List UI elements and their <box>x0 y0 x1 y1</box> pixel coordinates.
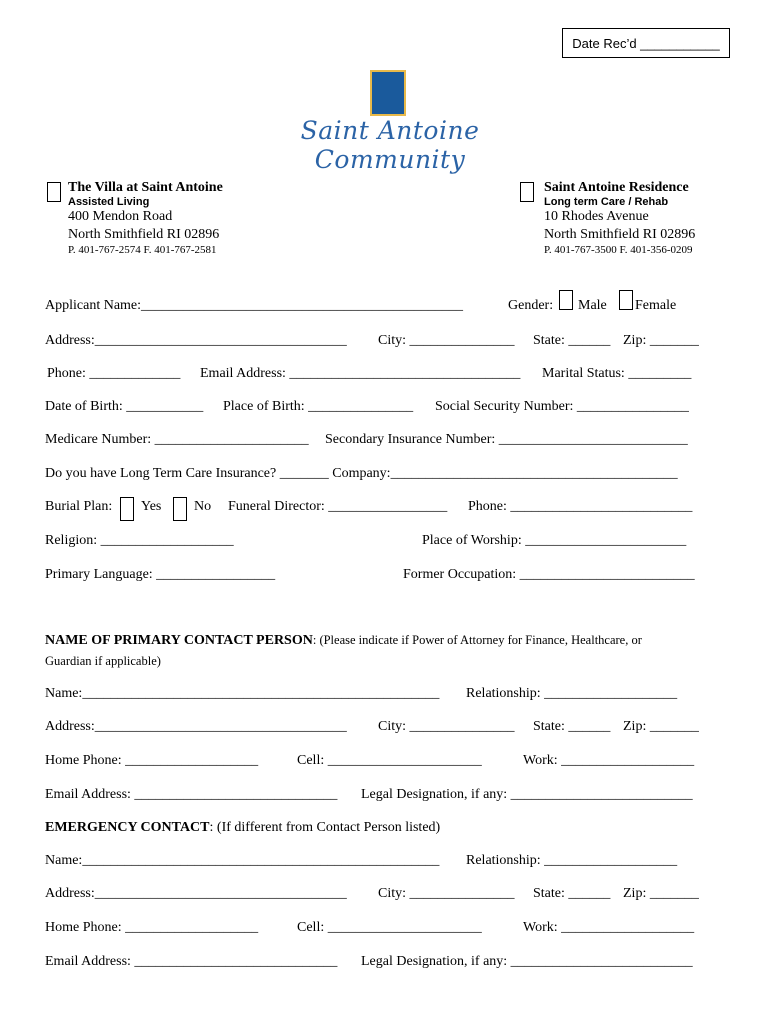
applicant-pob-field[interactable]: Place of Birth: _______________ <box>223 399 414 414</box>
villa-checkbox[interactable] <box>47 182 61 202</box>
facility-residence-phone: P. 401-767-3500 F. 401-356-0209 <box>544 244 693 256</box>
medicare-field[interactable]: Medicare Number: ______________________ <box>45 432 309 447</box>
logo-emblem-icon <box>370 70 406 116</box>
contact-state-field[interactable]: State: ______ <box>533 719 611 734</box>
emergency-relationship-field[interactable]: Relationship: ___________________ <box>466 853 678 868</box>
former-occupation-field[interactable]: Former Occupation: _________________________ <box>403 567 695 582</box>
applicant-zip-field[interactable]: Zip: _______ <box>623 333 699 348</box>
applicant-marital-field[interactable]: Marital Status: _________ <box>542 366 692 381</box>
saint-antoine-logo <box>260 70 520 174</box>
emergency-contact-title: EMERGENCY CONTACT <box>45 820 210 835</box>
primary-contact-title: NAME OF PRIMARY CONTACT PERSON <box>45 633 313 648</box>
facility-villa <box>68 180 223 256</box>
emergency-address-field[interactable]: Address:____________________________________ <box>45 886 347 901</box>
emergency-contact-heading <box>45 820 715 836</box>
applicant-name-field[interactable]: Applicant Name:______________________________________________ <box>45 298 464 313</box>
facility-villa-city: North Smithfield RI 02896 <box>68 227 220 242</box>
emergency-zip-field[interactable]: Zip: _______ <box>623 886 699 901</box>
residence-checkbox[interactable] <box>520 182 534 202</box>
applicant-ssn-field[interactable]: Social Security Number: ________________ <box>435 399 689 414</box>
male-label: Male <box>578 298 607 313</box>
emergency-city-field[interactable]: City: _______________ <box>378 886 515 901</box>
female-checkbox[interactable] <box>619 290 633 310</box>
burial-plan-label: Burial Plan: <box>45 499 113 514</box>
facility-residence <box>544 180 695 256</box>
emergency-legal-field[interactable]: Legal Designation, if any: __________________________ <box>361 954 693 969</box>
primary-language-field[interactable]: Primary Language: _________________ <box>45 567 276 582</box>
emergency-home-phone-field[interactable]: Home Phone: ___________________ <box>45 920 259 935</box>
applicant-state-field[interactable]: State: ______ <box>533 333 611 348</box>
facility-villa-subtitle: Assisted Living <box>68 196 150 208</box>
emergency-contact-note: : (If different from Contact Person listed) <box>209 820 441 835</box>
facility-villa-name: The Villa at Saint Antoine <box>68 180 223 195</box>
contact-legal-field[interactable]: Legal Designation, if any: __________________________ <box>361 787 693 802</box>
facility-villa-phone: P. 401-767-2574 F. 401-767-2581 <box>68 244 217 256</box>
facility-residence-city: North Smithfield RI 02896 <box>544 227 696 242</box>
contact-name-field[interactable]: Name:___________________________________________________ <box>45 686 440 701</box>
emergency-state-field[interactable]: State: ______ <box>533 886 611 901</box>
contact-home-phone-field[interactable]: Home Phone: ___________________ <box>45 753 259 768</box>
male-checkbox[interactable] <box>559 290 573 310</box>
place-of-worship-field[interactable]: Place of Worship: _______________________ <box>422 533 687 548</box>
contact-cell-field[interactable]: Cell: ______________________ <box>297 753 482 768</box>
gender-label: Gender: <box>508 298 554 313</box>
applicant-email-field[interactable]: Email Address: _________________________________ <box>200 366 521 381</box>
secondary-insurance-field[interactable]: Secondary Insurance Number: ___________________________ <box>325 432 688 447</box>
contact-city-field[interactable]: City: _______________ <box>378 719 515 734</box>
emergency-cell-field[interactable]: Cell: ______________________ <box>297 920 482 935</box>
facility-villa-street: 400 Mendon Road <box>68 209 173 224</box>
applicant-phone-field[interactable]: Phone: _____________ <box>47 366 181 381</box>
burial-yes-checkbox[interactable] <box>120 497 134 521</box>
date-received-box[interactable]: Date Rec’d ___________ <box>562 28 730 58</box>
applicant-city-field[interactable]: City: _______________ <box>378 333 515 348</box>
burial-no-label: No <box>194 499 212 514</box>
applicant-dob-field[interactable]: Date of Birth: ___________ <box>45 399 204 414</box>
emergency-email-field[interactable]: Email Address: _____________________________ <box>45 954 338 969</box>
facility-residence-subtitle: Long term Care / Rehab <box>544 196 669 208</box>
primary-contact-heading <box>45 633 715 649</box>
primary-contact-note-line2: Guardian if applicable) <box>45 654 161 668</box>
primary-contact-note: : (Please indicate if Power of Attorney for Finance, Healthcare, or <box>312 633 642 647</box>
religion-field[interactable]: Religion: ___________________ <box>45 533 234 548</box>
contact-work-field[interactable]: Work: ___________________ <box>523 753 695 768</box>
emergency-name-field[interactable]: Name:___________________________________________________ <box>45 853 440 868</box>
logo-text: Saint Antoine Community <box>300 116 480 174</box>
burial-yes-label: Yes <box>141 499 162 514</box>
burial-no-checkbox[interactable] <box>173 497 187 521</box>
ltc-insurance-field[interactable]: Do you have Long Term Care Insurance? _______ Company:_________________________________________ <box>45 466 678 481</box>
facility-residence-street: 10 Rhodes Avenue <box>544 209 649 224</box>
contact-relationship-field[interactable]: Relationship: ___________________ <box>466 686 678 701</box>
funeral-phone-field[interactable]: Phone: __________________________ <box>468 499 693 514</box>
contact-email-field[interactable]: Email Address: _____________________________ <box>45 787 338 802</box>
emergency-work-field[interactable]: Work: ___________________ <box>523 920 695 935</box>
applicant-address-field[interactable]: Address:____________________________________ <box>45 333 347 348</box>
facility-residence-name: Saint Antoine Residence <box>544 180 689 195</box>
female-label: Female <box>635 298 677 313</box>
contact-zip-field[interactable]: Zip: _______ <box>623 719 699 734</box>
contact-address-field[interactable]: Address:____________________________________ <box>45 719 347 734</box>
funeral-director-field[interactable]: Funeral Director: _________________ <box>228 499 448 514</box>
